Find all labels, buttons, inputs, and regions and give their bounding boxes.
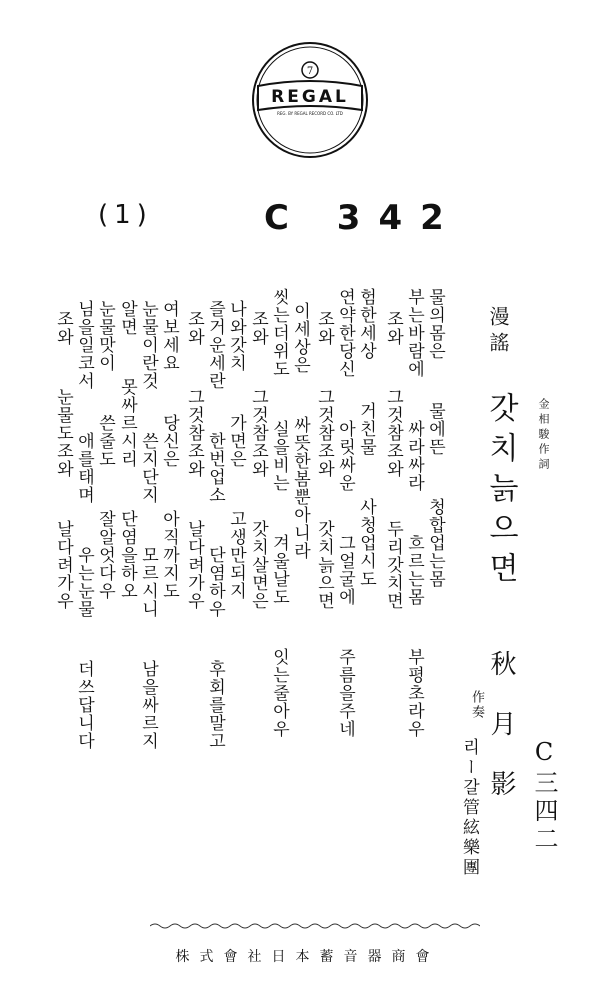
lyric-line: 물의몸은 물에뜬 청합업는몸	[425, 288, 445, 588]
record-id: C 342	[264, 198, 462, 238]
lyric-line: 이세상은 싸뜻한봄뿐아니라	[290, 302, 310, 560]
lyric-line: 조와 그것참조와 갓치늙으면	[314, 310, 334, 610]
lyric-line: 부는바람에 싸라싸라 흐르는몸 부평초라우	[404, 288, 424, 738]
lyricist-credit: 金相駿作詞	[537, 398, 550, 473]
lyric-line: 알면 못싸르시리 단염을하오	[117, 300, 137, 600]
lyric-line: 조와 그것참조와 날다려가우	[184, 310, 204, 610]
page-number: (1)	[98, 200, 153, 230]
genre-label: 漫謠	[486, 306, 510, 358]
lyric-line: 조와 그것참조와 갓치살면은	[248, 310, 268, 610]
footer-divider	[150, 922, 480, 930]
lyric-line: 눈물이란것 쓴지단지 모르시니 남을싸르지	[138, 300, 158, 750]
catalog-number: C三四二	[530, 738, 558, 854]
lyric-line: 나와갓치 가면은 고생만되지	[226, 300, 246, 600]
composer-role: 作奏	[469, 690, 484, 720]
lyric-line: 여보세요 당신은 아직까지도	[159, 300, 179, 600]
performer-name: 리ー갈管絃樂團	[459, 738, 479, 878]
lyric-line: 님을일코서 애를태며 우는눈물 더쓰답니다	[74, 300, 94, 750]
lyric-line: 씻는더위도 실을비는 겨울날도 잇는줄아우	[269, 288, 289, 738]
lyric-line: 조와 눈물도조와 날다려가우	[53, 310, 73, 610]
svg-text:7: 7	[306, 66, 314, 77]
composer-name: 秋月影	[486, 650, 516, 830]
lyric-line: 눈물맛이 쓴줄도 잘알엇다우	[95, 300, 115, 600]
lyric-line: 연약한당신 아릿싸운 그얼굴에 주름을주네	[335, 288, 355, 738]
song-title: 갓치늙으면	[483, 392, 518, 592]
lyric-line: 즐거운세란 한번업소 단염하우 후회를말고	[205, 300, 225, 750]
logo-small-text: REG. BY REGAL RECORD CO. LTD	[277, 111, 343, 116]
publisher-name: 株式會社日本蓄音器商會	[175, 949, 440, 965]
lyric-line: 조와 그것참조와 두리갓치면	[383, 310, 403, 610]
regal-logo	[250, 40, 370, 160]
lyric-line: 험한세상 거친물 사청업시도	[356, 288, 376, 588]
logo-brand: REGAL	[271, 87, 349, 107]
